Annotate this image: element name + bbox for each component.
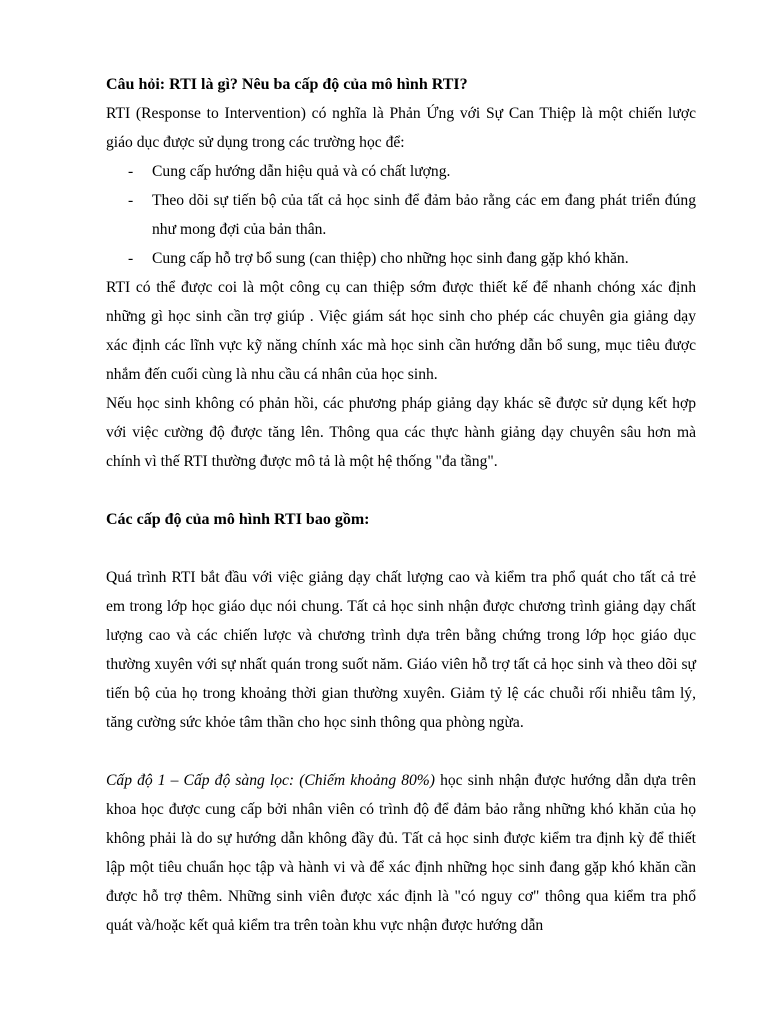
bullet-dash: - bbox=[128, 250, 134, 267]
spacer bbox=[106, 534, 696, 563]
document-page bbox=[106, 70, 696, 940]
list-item bbox=[106, 244, 696, 273]
intro-paragraph: RTI (Response to Intervention) có nghĩa là Phản Ứng với Sự Can Thiệp là một chiến lược giáo dục được sử dụng trong các trường học để: bbox=[106, 105, 696, 151]
level1-paragraph bbox=[106, 766, 696, 940]
bullet-dash: - bbox=[128, 192, 134, 209]
level1-text: học sinh nhận được hướng dẫn dựa trên khoa học được cung cấp bởi nhân viên có trình độ để đảm bảo rằng những khó khăn của họ không phải là do sự hướng dẫn không đầy đủ. Tất cả học sinh được kiểm tra định kỳ để thiết lập một tiêu chuẩn học tập và hành vi và để xác định những học sinh đang gặp khó khăn cần được hỗ trợ thêm. Những sinh viên được xác định là "có nguy cơ" thông qua kiểm tra phổ quát và/hoặc kết quả kiểm tra trên toàn khu vực nhận được hướng dẫn bbox=[106, 772, 696, 934]
list-item bbox=[106, 157, 696, 186]
multi-tier-paragraph: Nếu học sinh không có phản hồi, các phương pháp giảng dạy khác sẽ được sử dụng kết hợp với việc cường độ được tăng lên. Thông qua các thực hành giảng dạy chuyên sâu hơn mà chính vì thế RTI thường được mô tả là một hệ thống "đa tầng". bbox=[106, 395, 696, 470]
bullet-dash: - bbox=[128, 163, 134, 180]
levels-heading: Các cấp độ của mô hình RTI bao gồm: bbox=[106, 511, 370, 528]
level1-label: Cấp độ 1 – Cấp độ sàng lọc: (Chiếm khoảng 80%) bbox=[106, 772, 435, 789]
spacer bbox=[106, 737, 696, 766]
list-item-text: Theo dõi sự tiến bộ của tất cả học sinh để đảm bảo rằng các em đang phát triển đúng như mong đợi của bản thân. bbox=[152, 192, 696, 238]
list-item bbox=[106, 186, 696, 244]
goals-list bbox=[106, 157, 696, 273]
list-item-text: Cung cấp hỗ trợ bổ sung (can thiệp) cho những học sinh đang gặp khó khăn. bbox=[152, 250, 629, 267]
spacer bbox=[106, 476, 696, 505]
list-item-text: Cung cấp hướng dẫn hiệu quả và có chất lượng. bbox=[152, 163, 451, 180]
question-heading: Câu hỏi: RTI là gì? Nêu ba cấp độ của mô hình RTI? bbox=[106, 76, 468, 93]
early-intervention-paragraph: RTI có thể được coi là một công cụ can thiệp sớm được thiết kế để nhanh chóng xác định những gì học sinh cần trợ giúp . Việc giám sát học sinh cho phép các chuyên gia giảng dạy xác định các lĩnh vực kỹ năng chính xác mà học sinh cần hướng dẫn bổ sung, mục tiêu được nhắm đến cuối cùng là nhu cầu cá nhân của học sinh. bbox=[106, 279, 696, 383]
process-paragraph: Quá trình RTI bắt đầu với việc giảng dạy chất lượng cao và kiểm tra phổ quát cho tất cả trẻ em trong lớp học giáo dục nói chung. Tất cả học sinh nhận được chương trình giảng dạy chất lượng cao và các chiến lược và chương trình dựa trên bằng chứng trong lớp học giáo dục thường xuyên với sự nhất quán trong suốt năm. Giáo viên hỗ trợ tất cả học sinh và theo dõi sự tiến bộ của họ trong khoảng thời gian thường xuyên. Giảm tỷ lệ các chuỗi rối nhiễu tâm lý, tăng cường sức khỏe tâm thần cho học sinh thông qua phòng ngừa. bbox=[106, 569, 696, 731]
